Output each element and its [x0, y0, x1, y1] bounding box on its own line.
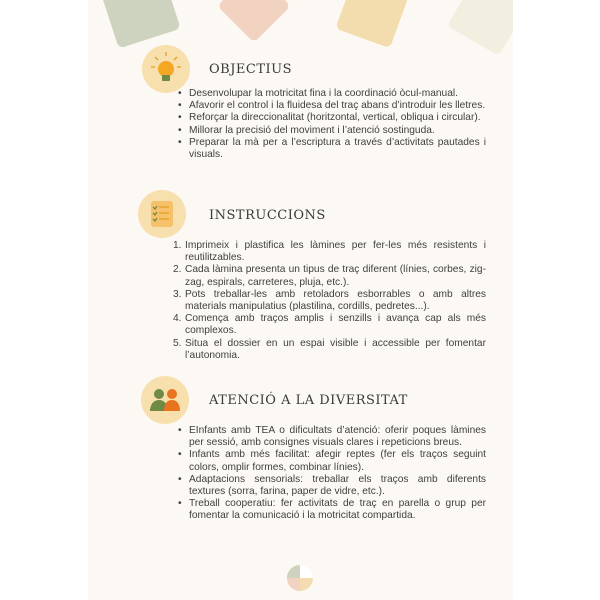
list-item: • Reforçar la direccionalitat (horitzontal, vertical, obliqua i circular). — [176, 112, 486, 124]
list-item: Comença amb traços amplis i senzills i avança cap als més complexos. — [185, 313, 486, 337]
people-icon — [141, 376, 189, 424]
list-item: • Desenvolupar la motricitat fina i la coordinació òcul-manual. — [176, 88, 486, 100]
list-item: • Millorar la precisió del moviment i l’atenció sostinguda. — [176, 125, 486, 137]
puzzle-piece-cream — [447, 0, 513, 56]
list-item: Situa el dossier en un espai visible i accessible per fomentar l’autonomia. — [185, 337, 486, 361]
lightbulb-icon — [142, 45, 190, 93]
list-item: Imprimeix i plastifica les làmines per fer-les més resistents i reutilitzables. — [185, 240, 486, 264]
list-item: • EInfants amb TEA o dificultats d’atenció: oferir poques làmines per sessió, amb consignes visuals clares i repeticions breus. — [176, 425, 486, 449]
section-title-diversitat: ATENCIÓ A LA DIVERSITAT — [209, 393, 408, 408]
section-title-instruccions: INSTRUCCIONS — [209, 208, 326, 223]
section-title-objectius: OBJECTIUS — [209, 62, 293, 77]
list-item: • Infants amb més facilitat: afegir reptes (fer els traços seguint colors, omplir formes, combinar línies). — [176, 449, 486, 473]
checklist-icon — [138, 190, 186, 238]
list-item: • Treball cooperatiu: fer activitats de traç en parella o grup per fomentar la comunicació i la motricitat compartida. — [176, 498, 486, 522]
list-item: Cada làmina presenta un tipus de traç diferent (línies, corbes, zig-zag, espirals, carreteres, pluja, etc.). — [185, 264, 486, 288]
list-item: • Adaptacions sensorials: treballar els traços amb diferents textures (sorra, farina, paper de vidre, etc.). — [176, 474, 486, 498]
list-item: • Afavorir el control i la fluidesa del traç abans d’introduir les lletres. — [176, 100, 486, 112]
list-item: Pots treballar-les amb retoladors esborrables o amb altres materials manipulatius (plastilina, cordills, pedretes...). — [185, 288, 486, 313]
document-page — [88, 0, 513, 600]
objectives-list — [176, 88, 486, 161]
instructions-list — [173, 240, 486, 362]
diversity-list — [176, 425, 486, 523]
list-item: • Preparar la mà per a l’escriptura a través d’activitats pautades i visuals. — [176, 137, 486, 161]
footer-puzzle-logo — [287, 565, 313, 591]
puzzle-piece-pink — [217, 0, 291, 43]
puzzle-piece-yellow — [335, 0, 408, 48]
puzzle-piece-green — [100, 0, 180, 49]
